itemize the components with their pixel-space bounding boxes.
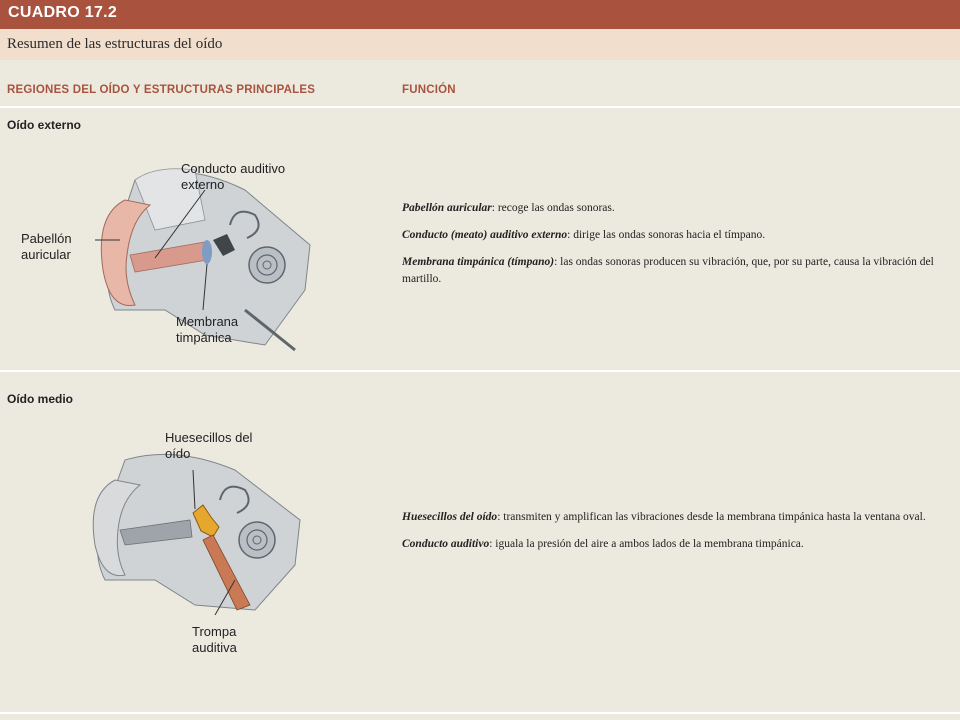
middle-ear-illustration bbox=[85, 445, 315, 615]
outer-ear-functions bbox=[402, 200, 947, 298]
function-item: Conducto auditivo: iguala la presión del aire a ambos lados de la membrana timpánica. bbox=[402, 538, 804, 550]
divider bbox=[0, 106, 960, 108]
function-item: Huesecillos del oído: transmiten y amplifican las vibraciones desde la membrana timpánica hasta la ventana oval. bbox=[402, 511, 926, 523]
table-header-bar bbox=[0, 0, 960, 29]
function-item: Conducto (meato) auditivo externo: dirige las ondas sonoras hacia el tímpano. bbox=[402, 229, 766, 241]
table-subtitle: Resumen de las estructuras del oído bbox=[7, 36, 223, 52]
cochlea bbox=[239, 522, 275, 558]
cochlea bbox=[249, 247, 285, 283]
label-tympanic-membrane: Membrana timpánica bbox=[176, 314, 239, 345]
label-auditory-tube: Trompa auditiva bbox=[192, 624, 237, 655]
column-header-function: FUNCIÓN bbox=[402, 84, 456, 96]
tympanic-membrane bbox=[202, 240, 212, 264]
function-item: Pabellón auricular: recoge las ondas sonoras. bbox=[402, 202, 615, 214]
section-title-outer-ear: Oído externo bbox=[7, 118, 82, 132]
table-number: CUADRO 17.2 bbox=[8, 4, 118, 21]
middle-ear-functions bbox=[402, 509, 947, 563]
label-auricle: Pabellón auricular bbox=[21, 231, 72, 262]
function-item: Membrana timpánica (tímpano): las ondas sonoras producen su vibración, que, por su parte, causa la vibración del martillo. bbox=[402, 256, 934, 285]
section-title-middle-ear: Oído medio bbox=[7, 392, 73, 406]
divider bbox=[0, 712, 960, 714]
divider bbox=[0, 370, 960, 372]
label-ossicles: Huesecillos del oído bbox=[165, 430, 253, 461]
label-external-canal: Conducto auditivo externo bbox=[181, 161, 286, 192]
column-header-regions: REGIONES DEL OÍDO Y ESTRUCTURAS PRINCIPALES bbox=[7, 84, 316, 96]
